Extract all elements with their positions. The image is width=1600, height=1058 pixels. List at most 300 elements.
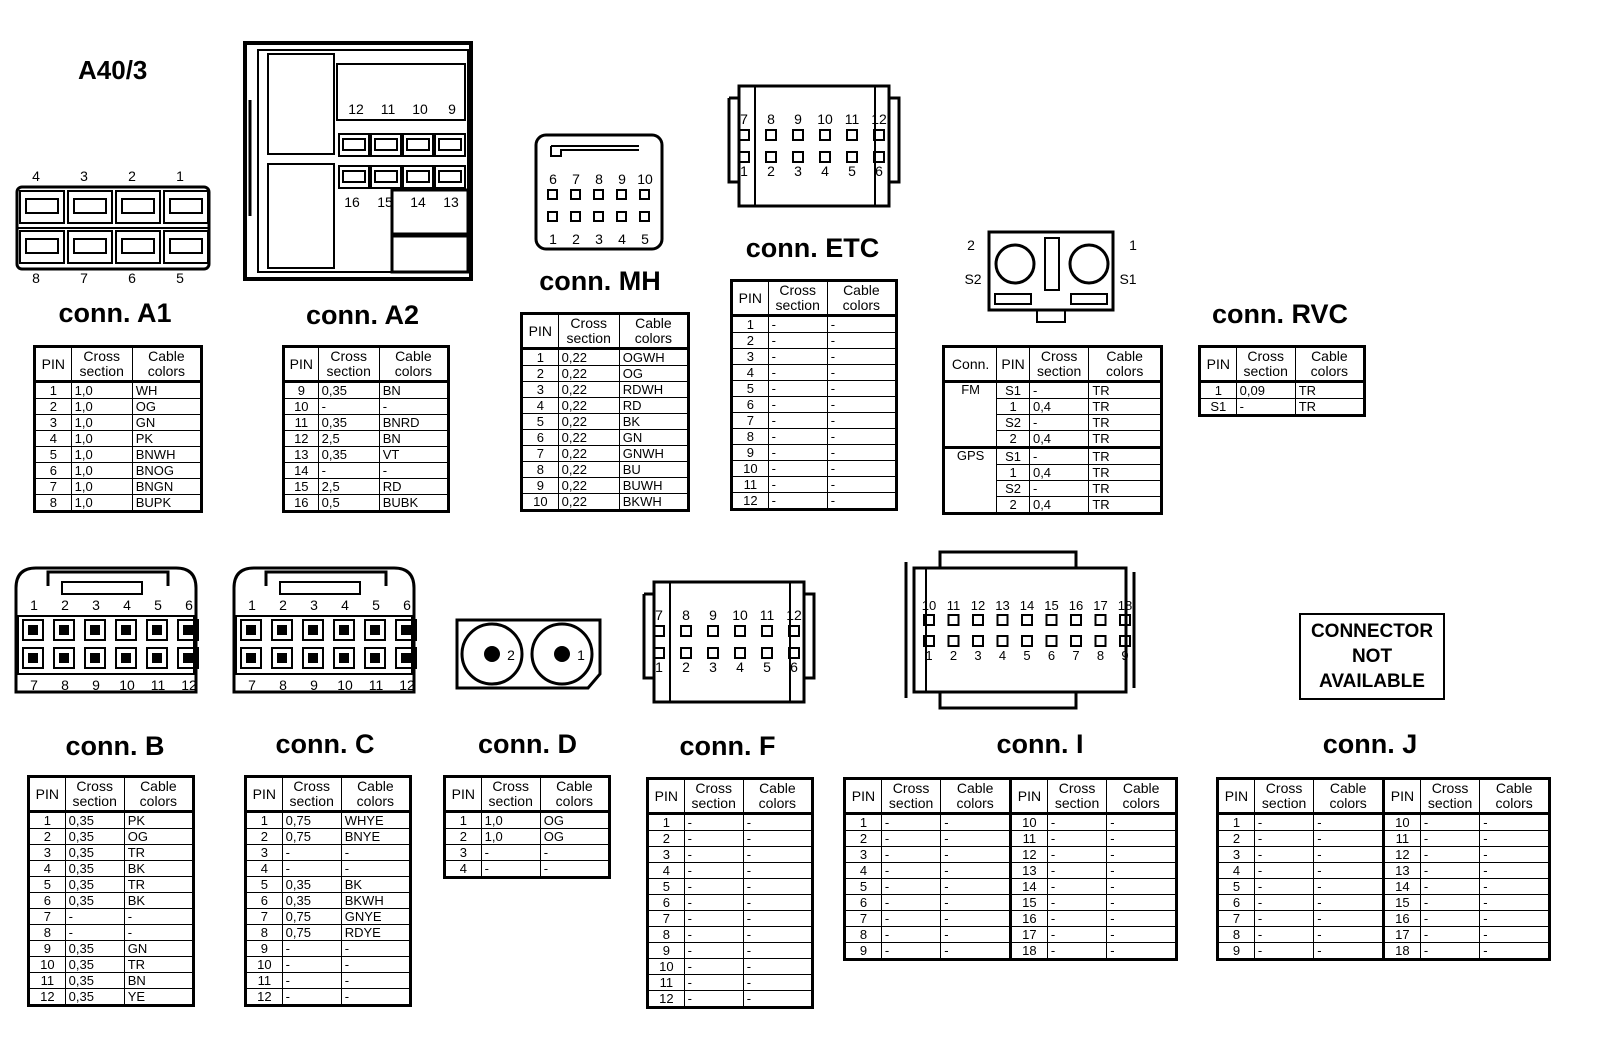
header-pin-line1: PIN	[41, 355, 65, 372]
cable-color-cell: -	[827, 381, 896, 397]
pin-cell: 3	[648, 847, 685, 863]
cross-section-cell: -	[1047, 911, 1106, 927]
table-row	[35, 382, 202, 399]
cross-section-cell: 0,4	[1029, 399, 1088, 415]
cross-section-cell: -	[1254, 895, 1313, 911]
cross-section-cell: 0,35	[318, 447, 379, 463]
header-cross-section-line2: section	[1036, 363, 1082, 379]
cross-section-cell: -	[768, 429, 827, 445]
header-pin-line1: PIN	[252, 785, 276, 802]
pin-cell: 6	[522, 430, 559, 446]
center-key	[1045, 238, 1059, 290]
cross-section-cell: 0,09	[1236, 382, 1295, 399]
cross-section-cell: -	[1029, 481, 1088, 497]
pin-cell: 3	[246, 845, 283, 861]
cross-section-cell: -	[318, 463, 379, 479]
header-pin	[1218, 779, 1255, 814]
pin-cavity	[973, 636, 983, 646]
cross-section-cell: -	[1047, 879, 1106, 895]
header-cable-colors-line2: colors	[634, 330, 673, 346]
pin-number-label: 9	[618, 171, 626, 187]
pin-slot	[407, 139, 429, 150]
header-cross-section	[71, 347, 132, 382]
pin-cavity	[847, 130, 857, 140]
coax-pin	[484, 646, 500, 662]
cable-color-cell: -	[941, 863, 1011, 879]
shield-label-s1: S1	[1119, 271, 1137, 287]
pin-cell: 10	[732, 461, 769, 477]
pin-number-label: 13	[995, 598, 1010, 613]
latch-window	[62, 582, 142, 594]
header-pin	[845, 779, 882, 814]
pin-number-label: 8	[595, 171, 603, 187]
cross-section-cell: -	[684, 959, 743, 975]
pin-cell: 2	[997, 431, 1030, 448]
conn-d-title: conn. D	[478, 729, 577, 759]
cross-section-cell: 0,4	[1029, 431, 1088, 448]
pin-cavity	[949, 636, 959, 646]
table-row	[648, 831, 813, 847]
table-row	[1218, 814, 1550, 831]
pin-cell: 12	[732, 493, 769, 510]
cross-section-cell: 0,35	[65, 893, 124, 909]
table-row	[246, 877, 411, 893]
block-upper	[268, 54, 334, 154]
table-row	[29, 973, 194, 989]
cable-color-cell: BKWH	[619, 494, 688, 511]
cross-section-cell: -	[684, 943, 743, 959]
pin-cell: S1	[997, 448, 1030, 465]
pin-cell: 4	[845, 863, 882, 879]
pin-number-label: 3	[310, 597, 318, 613]
cable-color-cell: -	[1480, 847, 1550, 863]
header-cable-colors	[941, 779, 1011, 814]
pin-contact	[183, 625, 193, 635]
cross-section-cell: 0,22	[558, 349, 619, 366]
cable-color-cell: -	[341, 941, 410, 957]
conn-i-title: conn. I	[996, 729, 1084, 759]
pin-cell: 11	[1010, 831, 1047, 847]
pin-cavity	[820, 130, 830, 140]
pin-cell: 18	[1383, 943, 1420, 960]
pin-slot	[375, 171, 397, 182]
header-pin-line1: PIN	[451, 785, 475, 802]
pin-cavity	[548, 212, 557, 221]
cable-color-cell: OG	[132, 399, 201, 415]
pin-cell: 4	[522, 398, 559, 414]
cross-section-cell: -	[1420, 895, 1479, 911]
pin-cell: 1	[246, 812, 283, 829]
pin-number-label: 1	[577, 647, 585, 663]
pin-cell: 2	[997, 497, 1030, 514]
pin-cell: 10	[29, 957, 66, 973]
cross-section-cell: 1,0	[71, 479, 132, 495]
pin-cell: 11	[29, 973, 66, 989]
pin-number-label: 4	[736, 659, 744, 675]
table-row	[284, 463, 449, 479]
cable-color-cell: -	[540, 861, 609, 878]
cross-section-cell: -	[1254, 879, 1313, 895]
pin-cavity	[640, 190, 649, 199]
pin-cell: 2	[246, 829, 283, 845]
header-cross-section-line1: Cross	[1431, 780, 1469, 796]
pin-number-label: 2	[128, 168, 136, 184]
pin-cell: S1	[1200, 399, 1237, 416]
cable-color-cell: BNOG	[132, 463, 201, 479]
cross-section-cell: -	[1420, 863, 1479, 879]
cable-color-cell: -	[827, 493, 896, 510]
connector-i-drawing	[900, 548, 1145, 713]
pin-cell: 5	[35, 447, 72, 463]
cross-section-cell: 0,75	[282, 909, 341, 925]
cable-color-cell: -	[743, 847, 812, 863]
header-cross-section-line1: Cross	[695, 780, 732, 796]
pin-cell: 6	[732, 397, 769, 413]
pin-cavity	[1047, 636, 1057, 646]
pin-number-label: 16	[1068, 598, 1084, 613]
table-row	[648, 911, 813, 927]
pin-number-label: 9	[448, 101, 456, 117]
table-row	[246, 973, 411, 989]
cross-section-cell: 0,22	[558, 398, 619, 414]
cable-color-cell: -	[1107, 943, 1177, 960]
header-cross-section	[1047, 779, 1106, 814]
header-cross-section-line1: Cross	[76, 778, 113, 794]
table-row	[732, 477, 897, 493]
side-latch	[906, 562, 1134, 698]
header-cross-section-line1: Cross	[570, 315, 607, 331]
pin-cell: 7	[246, 909, 283, 925]
pin-number-label: 9	[794, 111, 802, 127]
header-cable-colors-line1: Cable	[843, 282, 880, 298]
cross-section-cell: -	[768, 349, 827, 365]
pin-cell: 5	[648, 879, 685, 895]
cable-color-cell: -	[827, 461, 896, 477]
header-cross-section-line1: Cross	[1265, 780, 1303, 796]
cross-section-cell: 0,35	[65, 812, 124, 829]
conn-mh-table	[520, 312, 690, 512]
cable-color-cell: -	[341, 973, 410, 989]
pin-cell: 2	[522, 366, 559, 382]
header-cable-colors-line1: Cable	[556, 778, 593, 794]
header-cable-colors-line2: colors	[555, 793, 594, 809]
header-cable-colors-line2: colors	[139, 793, 178, 809]
cable-color-cell: VT	[379, 447, 448, 463]
cross-section-cell: -	[684, 975, 743, 991]
cross-section-cell: -	[1029, 448, 1088, 465]
cable-color-cell: -	[1314, 895, 1384, 911]
header-cable-colors-line2: colors	[1310, 363, 1349, 379]
table-row	[246, 893, 411, 909]
cable-color-cell: GN	[132, 415, 201, 431]
header-cable-colors-line1: Cable	[635, 315, 672, 331]
pin-cell: 5	[845, 879, 882, 895]
table-row	[445, 845, 610, 861]
table-row	[944, 448, 1162, 465]
table-row	[648, 943, 813, 959]
pin-cavity	[793, 130, 803, 140]
cross-section-cell: -	[684, 927, 743, 943]
pin-contact	[121, 653, 131, 663]
cross-section-cell: -	[1047, 847, 1106, 863]
header-cross-section-line1: Cross	[1247, 348, 1284, 364]
cross-section-cell: 0,35	[65, 957, 124, 973]
connector-a1-drawing	[12, 165, 217, 290]
table-row	[845, 879, 1177, 895]
pin-cell: 9	[1218, 943, 1255, 960]
pin-number-label: 14	[410, 194, 426, 210]
cross-section-cell: -	[1420, 927, 1479, 943]
cable-color-cell: TR	[1089, 382, 1162, 399]
pin-number-label: 10	[337, 677, 353, 693]
pin-cell: 1	[732, 316, 769, 333]
conn-antenna-table	[942, 345, 1163, 515]
pin-number-label: 8	[32, 270, 40, 286]
pin-number-label: 12	[181, 677, 197, 693]
header-cross-section	[1236, 347, 1295, 382]
pin-cell: 6	[29, 893, 66, 909]
header-cable-colors	[827, 281, 896, 316]
cable-color-cell: -	[1107, 911, 1177, 927]
cross-section-cell: 0,35	[65, 941, 124, 957]
conn-a1-title: conn. A1	[58, 298, 172, 328]
cross-section-cell: -	[481, 861, 540, 878]
cable-color-cell: -	[124, 909, 193, 925]
pin-cavity	[1096, 615, 1106, 625]
table-row	[1218, 927, 1550, 943]
cross-section-cell: 0,22	[558, 430, 619, 446]
cross-section-cell: 1,0	[71, 431, 132, 447]
table-row	[845, 927, 1177, 943]
pin-cell: S2	[997, 481, 1030, 497]
table-row	[445, 829, 610, 845]
cable-color-cell: -	[827, 445, 896, 461]
cross-section-cell: -	[881, 831, 940, 847]
table-row	[522, 478, 689, 494]
pin-number-label: 2	[949, 648, 958, 663]
table-header-row	[944, 347, 1162, 382]
pin-cell: 16	[1010, 911, 1047, 927]
table-row	[246, 957, 411, 973]
cross-section-cell: 1,0	[71, 447, 132, 463]
pin-cell: 12	[29, 989, 66, 1006]
pin-number-label: 8	[279, 677, 287, 693]
cross-section-cell: 0,22	[558, 462, 619, 478]
bottom-latch	[940, 692, 1076, 708]
pin-cell: 7	[732, 413, 769, 429]
tab	[1037, 310, 1065, 322]
connector-housing	[914, 568, 1129, 692]
cross-section-cell: -	[1254, 927, 1313, 943]
cross-section-cell: 2,5	[318, 479, 379, 495]
cable-color-cell: -	[827, 316, 896, 333]
header-cable-colors-line1: Cable	[140, 778, 177, 794]
conn-b-table	[27, 775, 195, 1007]
table-row	[522, 430, 689, 446]
cable-color-cell: TR	[1089, 415, 1162, 431]
pin-cell: 15	[1010, 895, 1047, 911]
pin-number-label: 6	[1047, 648, 1056, 663]
header-pin	[1200, 347, 1237, 382]
table-row	[246, 812, 411, 829]
cross-section-cell: 0,22	[558, 382, 619, 398]
pin-contact	[152, 653, 162, 663]
table-row	[35, 415, 202, 431]
conn-f-title: conn. F	[679, 731, 776, 761]
table-row	[648, 847, 813, 863]
pin-cell: 8	[29, 925, 66, 941]
pin-number-label: 3	[794, 163, 802, 179]
header-pin-line1: PIN	[738, 289, 762, 306]
table-row	[845, 943, 1177, 960]
header-cross-section-line1: Cross	[779, 282, 816, 298]
cable-color-cell: -	[341, 957, 410, 973]
table-row	[732, 397, 897, 413]
cable-color-cell: -	[1480, 927, 1550, 943]
cable-color-cell: -	[743, 927, 812, 943]
cable-color-cell: -	[1314, 927, 1384, 943]
header-cable-colors-line2: colors	[147, 363, 186, 379]
pin-cell: 8	[522, 462, 559, 478]
pin-cavity	[617, 190, 626, 199]
header-cable-colors	[1089, 347, 1162, 382]
connector-d-drawing	[454, 616, 604, 692]
header-pin-line1: PIN	[1390, 787, 1415, 804]
cross-section-cell: 0,35	[65, 877, 124, 893]
header-cable-colors	[1314, 779, 1384, 814]
header-pin	[732, 281, 769, 316]
pin-cell: 9	[648, 943, 685, 959]
cable-color-cell: -	[1480, 911, 1550, 927]
cross-section-cell: -	[684, 847, 743, 863]
table-row	[732, 381, 897, 397]
table-row	[648, 959, 813, 975]
pin-number-label: 3	[92, 597, 100, 613]
connector-housing	[654, 582, 804, 702]
cross-section-cell: -	[684, 814, 743, 831]
header-cross-section-line2: section	[1243, 363, 1288, 379]
cross-section-cell: -	[481, 845, 540, 861]
table-header-row	[1200, 347, 1365, 382]
conn-a1-table	[33, 345, 203, 513]
cable-color-cell: BUBK	[379, 495, 448, 512]
pin-number-label: 7	[655, 607, 663, 623]
table-row	[1218, 847, 1550, 863]
pin-cell: 8	[246, 925, 283, 941]
cross-section-cell: 0,75	[282, 829, 341, 845]
pin-cell: 13	[284, 447, 319, 463]
pin-cavity	[766, 130, 776, 140]
cable-color-cell: BNGN	[132, 479, 201, 495]
pin-cavity	[548, 190, 557, 199]
not-available-line-1: CONNECTOR	[1310, 621, 1434, 642]
header-cable-colors	[341, 777, 410, 812]
pin-number-label: 11	[844, 111, 860, 127]
pin-cell: 10	[1383, 814, 1420, 831]
cross-section-cell: -	[768, 461, 827, 477]
block-lower	[268, 164, 334, 268]
header-pin	[445, 777, 482, 812]
pin-cell: 1	[997, 465, 1030, 481]
pin-slot	[343, 171, 365, 182]
cross-section-cell: -	[65, 909, 124, 925]
cross-section-cell: 0,22	[558, 494, 619, 511]
cable-color-cell: -	[941, 895, 1011, 911]
cross-section-cell: 1,0	[71, 495, 132, 512]
cable-color-cell: -	[341, 861, 410, 877]
cross-section-cell: -	[881, 879, 940, 895]
cable-color-cell: -	[743, 895, 812, 911]
cross-section-cell: 0,35	[65, 989, 124, 1006]
connector-housing	[245, 43, 471, 279]
header-cable-colors-line1: Cable	[1495, 780, 1533, 796]
pin-number-label: 4	[821, 163, 829, 179]
latch	[48, 572, 168, 586]
cable-color-cell: TR	[1089, 448, 1162, 465]
cross-section-cell: 0,4	[1029, 497, 1088, 514]
cross-section-cell: -	[1420, 814, 1479, 831]
table-header-row	[284, 347, 449, 382]
pin-number-label: 5	[176, 270, 184, 286]
pin-number-label: 1	[549, 231, 557, 247]
pin-cell: 13	[1010, 863, 1047, 879]
pin-cavity	[617, 212, 626, 221]
pin-cell: 2	[35, 399, 72, 415]
table-row	[246, 829, 411, 845]
cross-section-cell: 0,35	[65, 973, 124, 989]
cable-color-cell: -	[941, 814, 1011, 831]
inner-frame	[258, 50, 468, 272]
cable-color-cell: OG	[124, 829, 193, 845]
pin-contact	[59, 625, 69, 635]
pin-contact	[339, 625, 349, 635]
pin-number-label: 12	[348, 101, 364, 117]
conn-b-title: conn. B	[65, 731, 165, 761]
header-cross-section	[768, 281, 827, 316]
pin-cavity	[762, 648, 772, 658]
table-row	[648, 863, 813, 879]
pin-number-label: 3	[709, 659, 717, 675]
pin-contact	[401, 653, 411, 663]
pin-number-label: 8	[767, 111, 775, 127]
cross-section-cell: -	[282, 989, 341, 1006]
cable-color-cell: -	[827, 429, 896, 445]
cable-color-cell: -	[341, 989, 410, 1006]
cable-color-cell: PK	[132, 431, 201, 447]
cross-section-cell: -	[881, 943, 940, 960]
pin-number-label: 15	[377, 194, 393, 210]
table-row	[845, 911, 1177, 927]
sub-block	[392, 236, 468, 272]
pin-cell: 1	[648, 814, 685, 831]
cable-color-cell: -	[1480, 814, 1550, 831]
cross-section-cell: -	[1420, 943, 1479, 960]
header-cable-colors-line2: colors	[1329, 795, 1367, 811]
table-row	[445, 812, 610, 829]
cross-section-cell: -	[1047, 927, 1106, 943]
header-cross-section-line1: Cross	[293, 778, 330, 794]
pin-number-label: 2	[767, 163, 775, 179]
pin-number-label: 12	[871, 111, 887, 127]
cable-color-cell: OG	[619, 366, 688, 382]
pin-cell: 15	[284, 479, 319, 495]
pin-cell: 10	[648, 959, 685, 975]
cable-color-cell: BK	[124, 893, 193, 909]
table-row	[845, 847, 1177, 863]
pin-cell: 12	[648, 991, 685, 1008]
conn-c-title: conn. C	[275, 729, 375, 759]
cable-color-cell: BNWH	[132, 447, 201, 463]
